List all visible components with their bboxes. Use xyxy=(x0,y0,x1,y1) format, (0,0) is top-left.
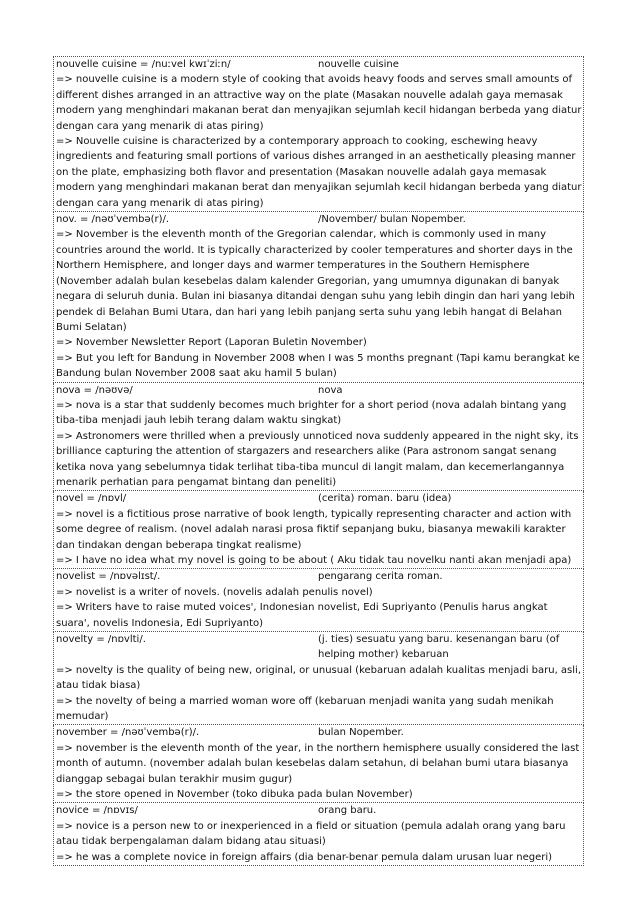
entry-example: => novelty is the quality of being new, original, or unusual (kebaruan adalah kualitas menjadi baru, asli, atau tidak biasa) xyxy=(56,664,582,692)
entry-meaning: orang baru. xyxy=(318,805,377,817)
entry-headline xyxy=(56,803,583,818)
dictionary-entry xyxy=(53,632,584,725)
entry-meaning: nouvelle cuisine xyxy=(318,59,399,70)
entry-example: => nova is a star that suddenly becomes much brighter for a short period (nova adalah bintang yang tiba-tiba menjadi jauh lebih terang dalam waktu singkat) xyxy=(56,399,567,427)
entry-example: => I have no idea what my novel is going to be about ( Aku tidak tau novelku nanti akan menjadi apa) xyxy=(56,555,572,566)
dictionary-entry xyxy=(53,56,584,212)
entry-term: november = /nəʊˈvembə(r)/. xyxy=(56,727,200,739)
entry-meaning: pengarang cerita roman. xyxy=(318,571,443,583)
entry-term: novelty = /nɒvlti/. xyxy=(56,634,146,646)
entry-term: novice = /nɒvɪs/ xyxy=(56,805,138,817)
entry-meaning: /November/ bulan Nopember. xyxy=(318,214,466,226)
entry-meaning: (cerita) roman. baru (idea) xyxy=(318,493,452,505)
entry-example: => novelist is a writer of novels. (novelis adalah penulis novel) xyxy=(56,586,373,598)
dictionary-page xyxy=(53,56,584,866)
entry-example: => November is the eleventh month of the Gregorian calendar, which is commonly used in many countries around the world. It is typically characterized by cooler temperatures and shorter days in the Northern Hemisphere, and longer days and warmer temperatures in the Southern Hemisphere (November adalah bulan kesebelas dalam kalender Gregorian, yang umumnya digunakan di banyak negara di seluruh dunia. Bulan ini biasanya ditandai dengan suhu yang lebih dingin dan hari yang lebih pendek di Belahan Bumi Utara, dan hari yang lebih panjang serta suhu yang lebih hangat di Belahan Bumi Selatan) xyxy=(56,229,575,333)
entry-example: => the store opened in November (toko dibuka pada bulan November) xyxy=(56,789,413,801)
entry-term: nouvelle cuisine = /nuːvel kwɪˈziːn/ xyxy=(56,59,231,70)
entry-headline xyxy=(56,725,583,740)
entry-headline xyxy=(56,569,583,584)
dictionary-entry xyxy=(53,212,584,382)
entry-example: => Nouvelle cuisine is characterized by a contemporary approach to cooking, eschewing heavy ingredients and featuring small portions of various dishes arranged in an aesthetically pleasing manner on the plate, emphasizing both flavor and presentation (Masakan nouvelle adalah gaya memasak modern yang menghindari makanan berat dan menyajikan sejumlah kecil hidangan berbeda yang diatur dengan cara yang menarik di atas piring) xyxy=(56,136,582,209)
entry-meaning: nova xyxy=(318,384,343,396)
dictionary-entry xyxy=(53,383,584,492)
entry-headline xyxy=(56,491,583,506)
entry-term: novel = /nɒvl/ xyxy=(56,493,127,505)
entry-example: => november is the eleventh month of the year, in the northern hemisphere usually considered the last month of autumn. (november adalah bulan kesebelas dalam setahun, di belahan bumi utara biasanya dianggap sebagai bulan terakhir musim gugur) xyxy=(56,742,580,785)
dictionary-entry xyxy=(53,569,584,632)
entry-example: => November Newsletter Report (Laporan Buletin November) xyxy=(56,337,367,349)
entry-term: nova = /nəʊvə/ xyxy=(56,384,133,396)
entry-headline xyxy=(56,632,583,663)
entry-headline xyxy=(56,383,583,398)
entry-meaning: (j. ties) sesuatu yang baru. kesenangan baru (of helping mother) kebaruan xyxy=(318,634,560,661)
dictionary-entry xyxy=(53,725,584,803)
entry-example: => Astronomers were thrilled when a previously unnoticed nova suddenly appeared in the night sky, its brilliance capturing the attention of stargazers and researchers alike (Para astronom sangat senang ketika nova yang sebelumnya tidak terlihat tiba-tiba muncul di langit malam, dan kecemerlangannya menarik perhatian para pengamat bintang dan peneliti) xyxy=(56,430,579,488)
dictionary-entry xyxy=(53,803,584,866)
entry-headline xyxy=(56,57,583,72)
entry-example: => Writers have to raise muted voices', Indonesian novelist, Edi Supriyanto (Penulis harus angkat suara', novelis Indonesia, Edi Supriyanto) xyxy=(56,602,548,629)
entry-example: => he was a complete novice in foreign affairs (dia benar-benar pemula dalam urusan luar negeri) xyxy=(56,851,553,863)
dictionary-entry xyxy=(53,491,584,569)
entry-term: nov. = /nəʊˈvembə(r)/. xyxy=(56,214,170,226)
entry-meaning: bulan Nopember. xyxy=(318,727,404,739)
entry-headline xyxy=(56,212,583,227)
entry-example: => the novelty of being a married woman wore off (kebaruan menjadi wanita yang sudah menikah memudar) xyxy=(56,695,554,723)
entry-example: => nouvelle cuisine is a modern style of cooking that avoids heavy foods and serves small amounts of different dishes arranged in an attractive way on the plate (Masakan nouvelle adalah gaya memasak modern yang menghindari makanan berat dan menyajikan sejumlah kecil hidangan berbeda yang diatur dengan cara yang menarik di atas piring) xyxy=(56,74,582,132)
entry-example: => But you left for Bandung in November 2008 when I was 5 months pregnant (Tapi kamu berangkat ke Bandung bulan November 2008 saat aku hamil 5 bulan) xyxy=(56,352,580,380)
entry-example: => novice is a person new to or inexperienced in a field or situation (pemula adalah orang yang baru atau tidak berpengalaman dalam bidang atau situasi) xyxy=(56,820,566,848)
entry-example: => novel is a fictitious prose narrative of book length, typically representing character and action with some degree of realism. (novel adalah narasi prosa fiktif sepanjang buku, biasanya mewakili karakter dan tindakan dengan beberapa tingkat realisme) xyxy=(56,508,572,551)
entry-term: novelist = /nɒvəlɪst/. xyxy=(56,571,161,583)
